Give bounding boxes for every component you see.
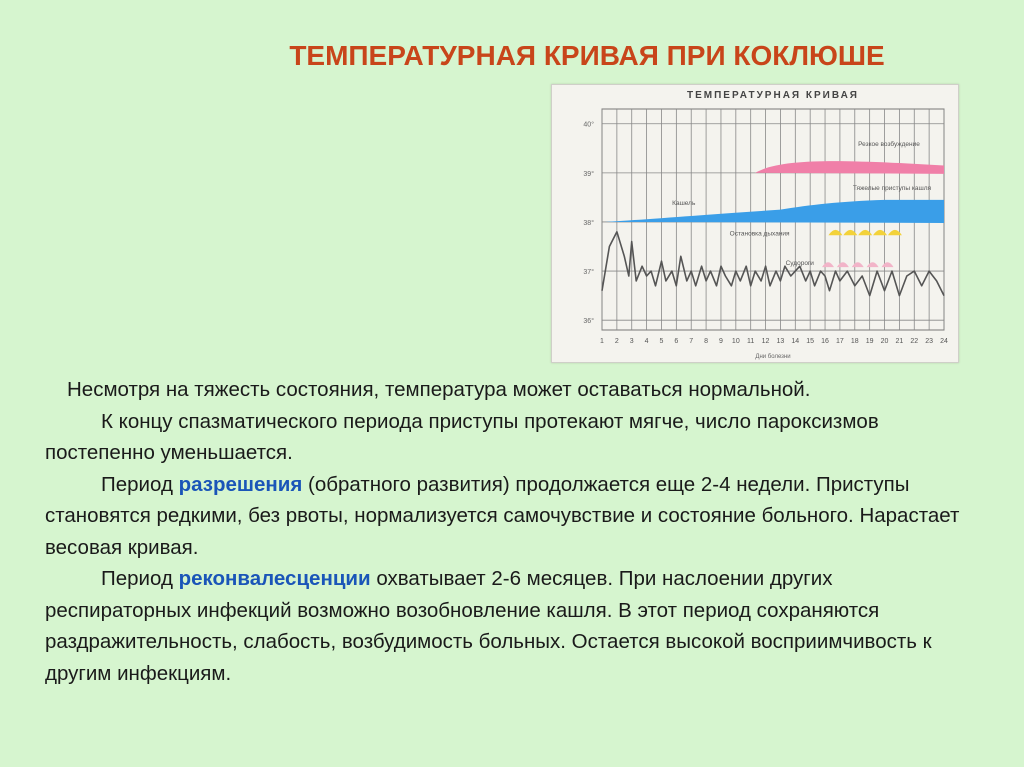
paragraph-4-lead: Период [101,567,179,590]
paragraph-1: Несмотря на тяжесть состояния, температура может оставаться нормальной. [67,378,811,401]
apnea-marker [828,230,842,235]
convulsion-marker [837,262,849,267]
x-tick-label: 3 [629,338,634,345]
x-tick-label: 9 [719,338,723,345]
slide-title: ТЕМПЕРАТУРНАЯ КРИВАЯ ПРИ КОКЛЮШЕ [289,40,885,71]
y-tick-label: 38° [583,219,594,227]
x-tick-label: 11 [747,338,755,345]
x-tick-label: 4 [644,338,649,345]
x-tick-label: 10 [731,338,740,345]
y-tick-label: 36° [583,318,594,326]
paragraph-2: К концу спазматического периода приступы протекают мягче, число пароксизмов постепенно уменьшается. [45,409,879,464]
paragraph-4-rest: охватывает 2-6 месяцев. При наслоении других респираторных инфекций возможно возобновление кашля. В этот период сохраняются раздражительность, слабость, возбудимость больных. Остается высокой восприимчивость к другим инфекциям. [45,567,932,685]
x-tick-label: 22 [910,338,919,345]
x-tick-label: 1 [600,338,604,345]
paragraph-4 [45,563,965,689]
x-tick-label: 13 [776,338,785,345]
x-tick-label: 15 [806,338,815,345]
paragraph-3-lead: Период [101,472,179,496]
temperature-line [602,232,944,296]
band-label-agitation: Резкое возбуждение [858,140,920,148]
term-resolution: разрешения [178,472,303,496]
y-tick-label: 40° [583,121,594,129]
band-cough [605,200,944,223]
x-axis-label: Дни болезни [755,354,791,360]
apnea-marker [858,230,872,235]
y-tick-label: 39° [583,170,594,178]
temperature-chart [551,84,959,363]
x-tick-label: 8 [704,338,709,345]
term-convalescence: реконвалесценции [178,567,371,590]
apnea-marker [888,230,902,235]
x-tick-label: 17 [836,338,844,345]
band-label-severe-cough: Тяжелые приступы кашля [852,185,932,193]
convulsion-marker [867,262,879,267]
convulsion-marker [881,262,893,267]
body-text [45,374,965,689]
x-tick-label: 19 [865,338,874,345]
band-label-apnea: Остановка дыхания [729,230,790,238]
x-tick-label: 12 [761,338,770,345]
x-tick-label: 6 [674,338,679,345]
band-label-cough: Кашель [672,199,696,207]
chart-title: ТЕМПЕРАТУРНАЯ КРИВАЯ [687,90,859,101]
x-tick-label: 21 [895,338,904,345]
x-tick-label: 24 [940,338,948,345]
apnea-marker [843,230,857,235]
y-tick-label: 37° [583,269,594,277]
paragraph-3 [45,469,965,564]
x-tick-label: 20 [880,338,889,345]
x-tick-label: 14 [791,338,800,345]
band-agitation [755,161,944,174]
x-tick-label: 5 [659,338,664,345]
x-tick-label: 2 [614,338,619,345]
convulsion-marker [852,262,864,267]
paragraph-3-rest: (обратного развития) продолжается еще 2-4 недели. Приступы становятся редкими, без рвоты, нормализуется самочувствие и состояние больного. Нарастает весовая кривая. [45,472,960,559]
band-label-convulsions: Судороги [785,260,814,268]
chart-svg [552,85,958,362]
x-tick-label: 7 [689,338,694,345]
x-tick-label: 18 [850,338,859,345]
apnea-marker [873,230,887,235]
x-tick-label: 16 [821,338,829,345]
convulsion-marker [822,262,834,267]
x-tick-label: 23 [925,338,934,345]
